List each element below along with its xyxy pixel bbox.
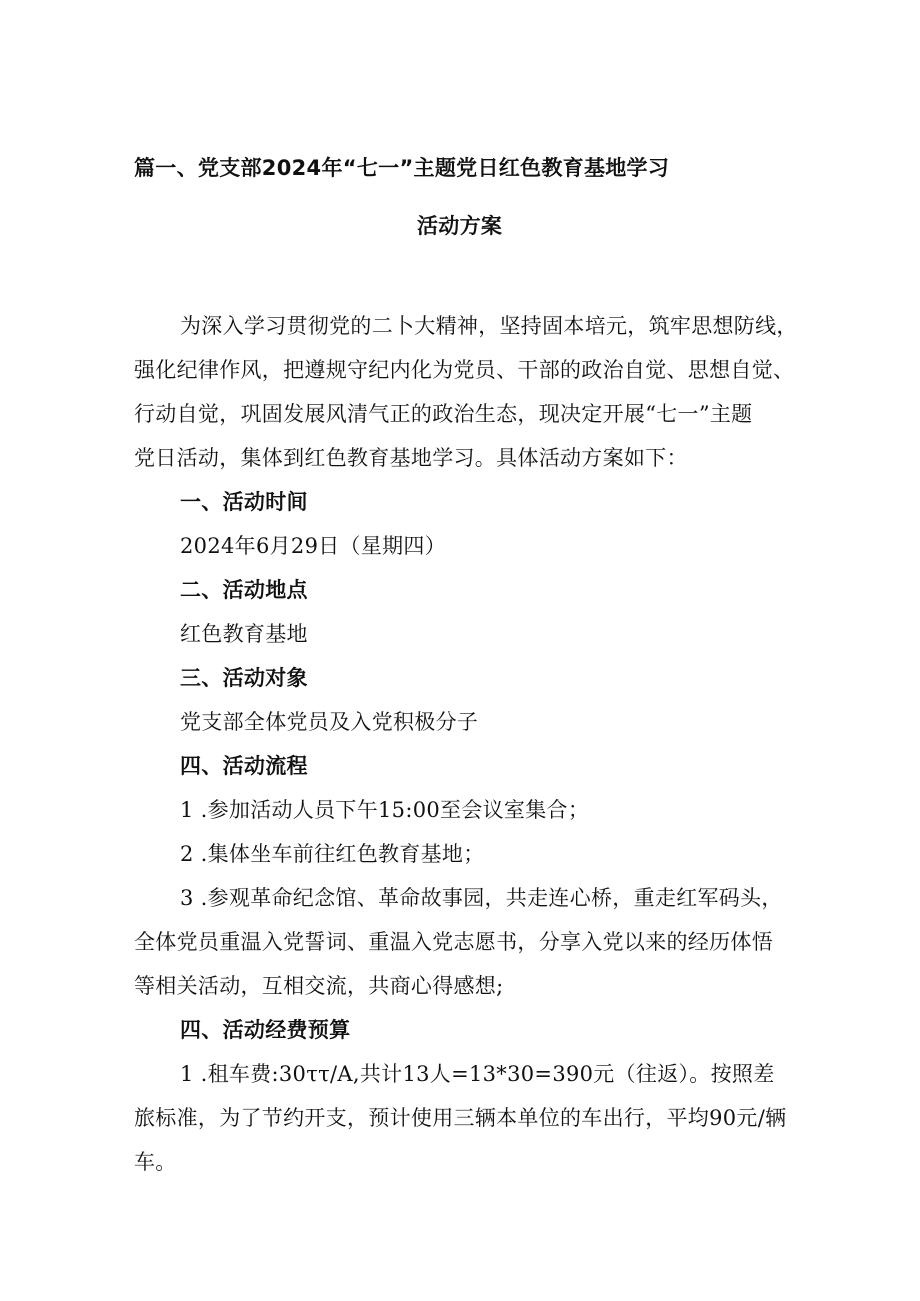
section-content-target: 党支部全体党员及入党积极分子	[180, 710, 479, 734]
document-title-line-1: 篇一、党支部2024年“七一”主题党日红色教育基地学习	[134, 156, 670, 180]
budget-item-continuation: 旅标准，为了节约开支，预计使用三辆本单位的车出行，平均90元/辆	[134, 1106, 787, 1130]
section-heading-process: 四、活动流程	[180, 754, 308, 778]
document-title-line-2: 活动方案	[417, 214, 503, 238]
section-content-time: 2024年6月29日（星期四）	[180, 534, 447, 558]
process-item: 2 .集体坐车前往红色教育基地；	[180, 842, 485, 866]
budget-item: 1 .租车费:30ττ/Α,共计13人=13*30=390元（往返）。按照差	[180, 1062, 775, 1086]
intro-paragraph-line: 行动自觉，巩固发展风清气正的政治生态，现决定开展“七一”主题	[134, 402, 753, 426]
intro-paragraph-line: 强化纪律作风，把遵规守纪内化为党员、干部的政治自觉、思想自觉、	[134, 358, 795, 382]
budget-item-continuation: 车。	[134, 1150, 177, 1174]
section-heading-budget: 四、活动经费预算	[180, 1018, 351, 1042]
intro-paragraph-line: 党日活动，集体到红色教育基地学习。具体活动方案如下：	[134, 446, 688, 470]
section-heading-place: 二、活动地点	[180, 578, 308, 602]
intro-paragraph-line: 为深入学习贯彻党的二卜大精神，坚持固本培元，筑牢思想防线，	[180, 314, 798, 338]
process-item: 3 .参观革命纪念馆、革命故事园，共走连心桥，重走红军码头，	[180, 886, 783, 910]
process-item: 1 .参加活动人员下午15:00至会议室集合；	[180, 798, 590, 822]
section-heading-target: 三、活动对象	[180, 666, 308, 690]
section-content-place: 红色教育基地	[180, 622, 308, 646]
process-item-continuation: 全体党员重温入党誓词、重温入党志愿书，分享入党以来的经历体悟	[134, 930, 773, 954]
process-item-continuation: 等相关活动，互相交流，共商心得感想;	[134, 974, 504, 998]
section-heading-time: 一、活动时间	[180, 490, 308, 514]
